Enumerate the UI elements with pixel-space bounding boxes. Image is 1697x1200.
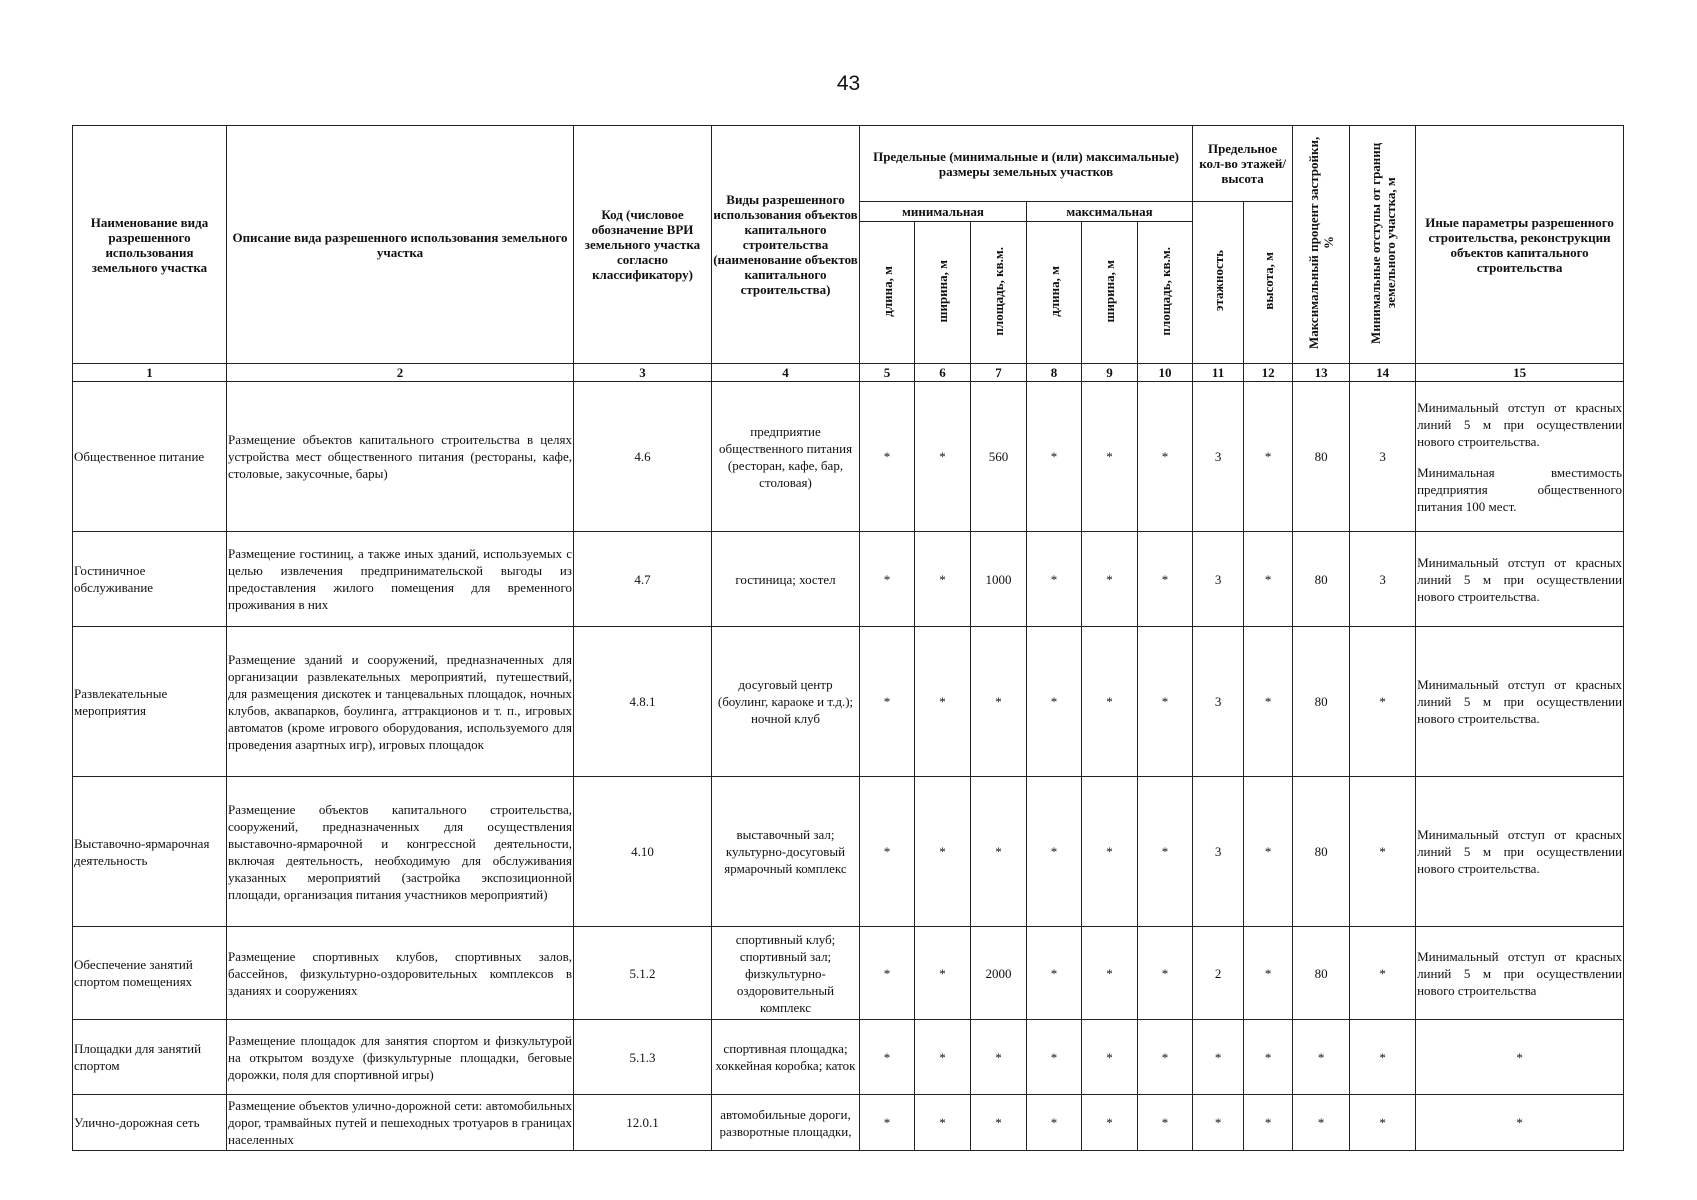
row-name: Площадки для занятий спортом bbox=[73, 1020, 227, 1095]
row-max-area: * bbox=[1138, 382, 1193, 532]
row-other: * bbox=[1416, 1020, 1624, 1095]
row-min-length: * bbox=[860, 382, 915, 532]
row-min-area: * bbox=[971, 1020, 1027, 1095]
row-objects: спортивный клуб; спортивный зал; физкультурно-оздоровительный комплекс bbox=[712, 927, 860, 1020]
row-objects: выставочный зал; культурно-досуговый ярмарочный комплекс bbox=[712, 777, 860, 927]
row-min-area: 1000 bbox=[971, 532, 1027, 627]
row-floors: 3 bbox=[1193, 382, 1244, 532]
header-description: Описание вида разрешенного использования земельного участка bbox=[227, 126, 574, 364]
header-objects: Виды разрешенного использования объектов капитального строительства (наименование объектов капитального строительства) bbox=[712, 126, 860, 364]
row-max-area: * bbox=[1138, 532, 1193, 627]
row-objects: спортивная площадка; хоккейная коробка; каток bbox=[712, 1020, 860, 1095]
header-min-width bbox=[915, 222, 971, 364]
row-height: * bbox=[1244, 532, 1293, 627]
row-description-text: Размещение спортивных клубов, спортивных залов, бассейнов, физкультурно-оздоровительных комплексов в зданиях и сооружениях bbox=[228, 948, 572, 998]
row-max-percent: 80 bbox=[1293, 927, 1350, 1020]
row-min-length: * bbox=[860, 532, 915, 627]
row-other bbox=[1416, 927, 1624, 1020]
header-min-area bbox=[971, 222, 1027, 364]
column-number: 5 bbox=[860, 364, 915, 382]
row-min-length: * bbox=[860, 1095, 915, 1151]
table-row bbox=[73, 627, 1624, 777]
row-description bbox=[227, 777, 574, 927]
row-min-width: * bbox=[915, 382, 971, 532]
row-description-text: Размещение объектов капитального строительства, сооружений, предназначенных для осуществления выставочно-ярмарочной и конгрессной деятельности, включая деятельность, необходимую для обслуживания указанных мероприятий (застройка экспозиционной площади, организация питания участников мероприятий) bbox=[228, 801, 572, 902]
row-max-percent: 80 bbox=[1293, 532, 1350, 627]
header-min-area-text: площадь, кв.м. bbox=[991, 246, 1006, 336]
row-height: * bbox=[1244, 777, 1293, 927]
row-max-width: * bbox=[1082, 927, 1138, 1020]
row-max-area: * bbox=[1138, 777, 1193, 927]
header-group-sizes: Предельные (минимальные и (или) максимальные) размеры земельных участков bbox=[860, 126, 1193, 202]
table-row bbox=[73, 1020, 1624, 1095]
row-name: Выставочно-ярмарочная деятельность bbox=[73, 777, 227, 927]
header-other: Иные параметры разрешенного строительства, реконструкции объектов капитального строительства bbox=[1416, 126, 1624, 364]
row-max-percent: 80 bbox=[1293, 382, 1350, 532]
row-code: 5.1.2 bbox=[574, 927, 712, 1020]
column-number-row bbox=[73, 364, 1624, 382]
row-description bbox=[227, 1020, 574, 1095]
column-number: 15 bbox=[1416, 364, 1624, 382]
row-min-width: * bbox=[915, 927, 971, 1020]
row-min-length: * bbox=[860, 927, 915, 1020]
row-min-length: * bbox=[860, 1020, 915, 1095]
row-setback: * bbox=[1350, 777, 1416, 927]
header-max-length bbox=[1027, 222, 1082, 364]
row-setback: * bbox=[1350, 1020, 1416, 1095]
header-group-min: минимальная bbox=[860, 202, 1027, 222]
table-row bbox=[73, 532, 1624, 627]
row-setback: * bbox=[1350, 627, 1416, 777]
header-max-percent bbox=[1293, 126, 1350, 364]
row-max-width: * bbox=[1082, 532, 1138, 627]
row-min-area: * bbox=[971, 777, 1027, 927]
row-max-percent: 80 bbox=[1293, 777, 1350, 927]
row-objects: предприятие общественного питания (ресторан, кафе, бар, столовая) bbox=[712, 382, 860, 532]
row-min-length: * bbox=[860, 777, 915, 927]
row-name: Обеспечение занятий спортом помещениях bbox=[73, 927, 227, 1020]
row-height: * bbox=[1244, 382, 1293, 532]
row-code: 5.1.3 bbox=[574, 1020, 712, 1095]
row-min-area: 2000 bbox=[971, 927, 1027, 1020]
row-max-length: * bbox=[1027, 382, 1082, 532]
row-floors: 3 bbox=[1193, 777, 1244, 927]
table-row bbox=[73, 927, 1624, 1020]
header-code: Код (числовое обозначение ВРИ земельного участка согласно классификатору) bbox=[574, 126, 712, 364]
row-description bbox=[227, 1095, 574, 1151]
row-objects: гостиница; хостел bbox=[712, 532, 860, 627]
header-max-area bbox=[1138, 222, 1193, 364]
row-code: 12.0.1 bbox=[574, 1095, 712, 1151]
row-other bbox=[1416, 382, 1624, 532]
header-height bbox=[1244, 202, 1293, 364]
row-other bbox=[1416, 627, 1624, 777]
row-floors: * bbox=[1193, 1020, 1244, 1095]
table-row bbox=[73, 382, 1624, 532]
row-setback: 3 bbox=[1350, 382, 1416, 532]
row-other bbox=[1416, 532, 1624, 627]
row-min-width: * bbox=[915, 1020, 971, 1095]
column-number: 13 bbox=[1293, 364, 1350, 382]
column-number: 10 bbox=[1138, 364, 1193, 382]
row-objects: досуговый центр (боулинг, караоке и т.д.); ночной клуб bbox=[712, 627, 860, 777]
row-height: * bbox=[1244, 627, 1293, 777]
row-max-percent: 80 bbox=[1293, 627, 1350, 777]
row-floors: 2 bbox=[1193, 927, 1244, 1020]
header-min-width-text: ширина, м bbox=[935, 259, 950, 323]
header-floors bbox=[1193, 202, 1244, 364]
row-max-area: * bbox=[1138, 1095, 1193, 1151]
row-name: Развлекательные мероприятия bbox=[73, 627, 227, 777]
row-max-area: * bbox=[1138, 627, 1193, 777]
column-number: 9 bbox=[1082, 364, 1138, 382]
row-other bbox=[1416, 777, 1624, 927]
row-max-length: * bbox=[1027, 532, 1082, 627]
row-other-text: Минимальный отступ от красных линий 5 м при осуществлении нового строительства. bbox=[1417, 677, 1623, 726]
row-min-area: 560 bbox=[971, 382, 1027, 532]
row-max-width: * bbox=[1082, 777, 1138, 927]
row-code: 4.10 bbox=[574, 777, 712, 927]
table-row bbox=[73, 777, 1624, 927]
row-max-width: * bbox=[1082, 1095, 1138, 1151]
column-number: 8 bbox=[1027, 364, 1082, 382]
row-description bbox=[227, 927, 574, 1020]
header-min-length-text: длина, м bbox=[879, 265, 895, 317]
row-code: 4.8.1 bbox=[574, 627, 712, 777]
page-number: 43 bbox=[836, 72, 861, 95]
row-name: Общественное питание bbox=[73, 382, 227, 532]
header-max-percent-text: Максимальный процент застройки, % bbox=[1306, 136, 1337, 350]
column-number: 4 bbox=[712, 364, 860, 382]
column-number: 6 bbox=[915, 364, 971, 382]
table-row bbox=[73, 1095, 1624, 1151]
row-min-area: * bbox=[971, 627, 1027, 777]
row-setback: * bbox=[1350, 927, 1416, 1020]
header-max-length-text: длина, м bbox=[1046, 265, 1062, 317]
column-number: 1 bbox=[73, 364, 227, 382]
row-setback: * bbox=[1350, 1095, 1416, 1151]
column-number: 2 bbox=[227, 364, 574, 382]
column-number: 3 bbox=[574, 364, 712, 382]
row-name: Улично-дорожная сеть bbox=[73, 1095, 227, 1151]
row-max-area: * bbox=[1138, 1020, 1193, 1095]
row-max-length: * bbox=[1027, 777, 1082, 927]
row-min-width: * bbox=[915, 532, 971, 627]
row-description-text: Размещение зданий и сооружений, предназначенных для организации развлекательных мероприятий, путешествий, для размещения дискотек и танцевальных площадок, ночных клубов, аквапарков, боулинга, аттракционов и т. п., игровых автоматов (кроме игрового оборудования, используемого для проведения азартных игр), игровых площадок bbox=[228, 651, 572, 752]
row-max-length: * bbox=[1027, 927, 1082, 1020]
row-min-length: * bbox=[860, 627, 915, 777]
row-max-length: * bbox=[1027, 1095, 1082, 1151]
row-max-percent: * bbox=[1293, 1020, 1350, 1095]
row-max-area: * bbox=[1138, 927, 1193, 1020]
row-height: * bbox=[1244, 1020, 1293, 1095]
row-max-percent: * bbox=[1293, 1095, 1350, 1151]
header-floors-text: этажность bbox=[1210, 250, 1226, 312]
header-group-floors: Предельное кол-во этажей/ высота bbox=[1193, 126, 1293, 202]
row-name: Гостиничное обслуживание bbox=[73, 532, 227, 627]
row-max-width: * bbox=[1082, 382, 1138, 532]
row-min-area: * bbox=[971, 1095, 1027, 1151]
row-other-text: Минимальный отступ от красных линий 5 м при осуществлении нового строительства. bbox=[1417, 554, 1623, 604]
column-number: 12 bbox=[1244, 364, 1293, 382]
row-setback: 3 bbox=[1350, 532, 1416, 627]
row-other-text: Минимальный отступ от красных линий 5 м при осуществлении нового строительства. bbox=[1417, 399, 1623, 449]
row-floors: * bbox=[1193, 1095, 1244, 1151]
row-max-length: * bbox=[1027, 627, 1082, 777]
header-max-width bbox=[1082, 222, 1138, 364]
row-description-text: Размещение объектов улично-дорожной сети: автомобильных дорог, трамвайных путей и пешеходных тротуаров в границах населенных bbox=[228, 1098, 572, 1147]
row-height: * bbox=[1244, 1095, 1293, 1151]
row-code: 4.6 bbox=[574, 382, 712, 532]
column-number: 7 bbox=[971, 364, 1027, 382]
row-min-width: * bbox=[915, 627, 971, 777]
row-min-width: * bbox=[915, 777, 971, 927]
column-number: 14 bbox=[1350, 364, 1416, 382]
row-other-text: Минимальный отступ от красных линий 5 м при осуществлении нового строительства bbox=[1417, 948, 1623, 998]
row-code: 4.7 bbox=[574, 532, 712, 627]
row-description-text: Размещение площадок для занятия спортом и физкультурой на открытом воздухе (физкультурные площадки, беговые дорожки, поля для спортивной игры) bbox=[228, 1032, 572, 1082]
column-number: 11 bbox=[1193, 364, 1244, 382]
row-max-width: * bbox=[1082, 1020, 1138, 1095]
header-min-length bbox=[860, 222, 915, 364]
row-floors: 3 bbox=[1193, 627, 1244, 777]
header-min-setback-text: Минимальные отступы от границ земельного участка, м bbox=[1367, 142, 1398, 344]
row-other-text-2: Минимальная вместимость предприятия общественного питания 100 мест. bbox=[1417, 464, 1623, 514]
row-max-length: * bbox=[1027, 1020, 1082, 1095]
row-description bbox=[227, 627, 574, 777]
row-min-width: * bbox=[915, 1095, 971, 1151]
row-description bbox=[227, 382, 574, 532]
row-height: * bbox=[1244, 927, 1293, 1020]
row-description-text: Размещение объектов капитального строительства в целях устройства мест общественного питания (рестораны, кафе, столовые, закусочные, бары) bbox=[228, 432, 572, 481]
row-max-width: * bbox=[1082, 627, 1138, 777]
header-max-area-text: площадь, кв.м. bbox=[1157, 246, 1173, 336]
header-min-setback bbox=[1350, 126, 1416, 364]
row-description bbox=[227, 532, 574, 627]
row-floors: 3 bbox=[1193, 532, 1244, 627]
row-objects: автомобильные дороги, разворотные площадки, bbox=[712, 1095, 860, 1151]
header-name: Наименование вида разрешенного использования земельного участка bbox=[73, 126, 227, 364]
row-other-text: Минимальный отступ от красных линий 5 м при осуществлении нового строительства. bbox=[1417, 827, 1623, 876]
row-description-text: Размещение гостиниц, а также иных зданий, используемых с целью извлечения предпринимательской выгоды из предоставления жилого помещения для временного проживания в них bbox=[228, 546, 572, 612]
zoning-table bbox=[72, 125, 1624, 1151]
header-group-max: максимальная bbox=[1027, 202, 1193, 222]
header-height-text: высота, м bbox=[1260, 252, 1276, 310]
row-other: * bbox=[1416, 1095, 1624, 1151]
header-max-width-text: ширина, м bbox=[1102, 259, 1117, 323]
